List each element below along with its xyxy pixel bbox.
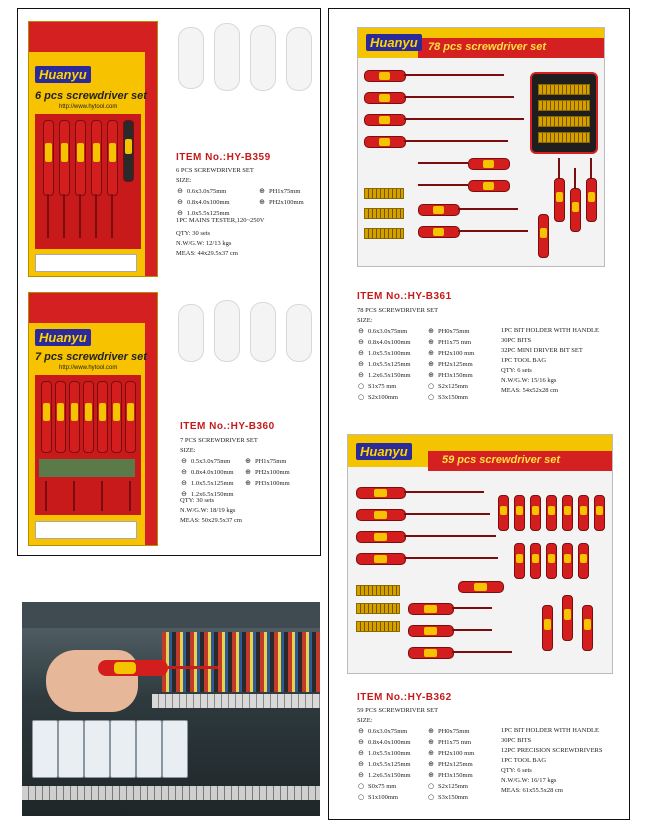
extra-item: 1PC MAINS TESTER,120~250V xyxy=(176,217,265,224)
spec-row xyxy=(357,359,411,370)
package-title: 6 pcs screwdriver set xyxy=(35,90,147,102)
slotted-tip-icon: ⊖ xyxy=(358,360,364,368)
size-label: SIZE: xyxy=(357,717,373,724)
torx-tip-icon: ○ xyxy=(427,382,435,390)
circuit-breaker xyxy=(162,720,188,778)
spec-value: PH2x100 mm xyxy=(438,350,475,357)
spec-row xyxy=(427,392,474,403)
screwdriver xyxy=(408,647,454,659)
item-number: ITEM No.:HY-B362 xyxy=(357,692,452,703)
spec-value: 1.0x5.5x100mm xyxy=(368,350,411,357)
spec-value: PH3x150mm xyxy=(438,772,473,779)
precision-screwdriver xyxy=(498,495,509,531)
precision-screwdriver xyxy=(530,543,541,579)
terminal-rail xyxy=(152,694,320,708)
mini-bit-case xyxy=(530,72,598,154)
slotted-tip-icon: ⊖ xyxy=(358,327,364,335)
screwdriver xyxy=(59,120,70,196)
slotted-list xyxy=(357,726,411,803)
screwdriver xyxy=(418,226,460,238)
ghost-handle xyxy=(250,25,276,91)
spec-row xyxy=(357,381,411,392)
tool-tray xyxy=(35,114,141,249)
screwdriver xyxy=(408,625,454,637)
spec-row xyxy=(357,326,411,337)
shaft xyxy=(404,557,498,559)
spec-row xyxy=(357,781,411,792)
ghost-handle xyxy=(178,304,204,362)
screwdriver xyxy=(125,381,136,453)
size-label: SIZE: xyxy=(357,317,373,324)
spec-row xyxy=(244,478,290,489)
precision-screwdriver xyxy=(594,495,605,531)
spec-value: 1.0x5.5x125mm xyxy=(187,210,230,217)
phillips-tip-icon: ⊕ xyxy=(245,468,251,476)
screwdriver-shaft xyxy=(168,666,218,669)
measurements: MEAS: 44x29.5x37 cm xyxy=(176,250,238,257)
phillips-tip-icon: ⊕ xyxy=(245,479,251,487)
spec-value: S1x100mm xyxy=(368,794,398,801)
screwdriver xyxy=(364,114,406,126)
bit-strip xyxy=(538,132,590,143)
ghost-handle xyxy=(214,300,240,362)
package-footer xyxy=(35,521,137,539)
spec-value: 1.2x6.5x150mm xyxy=(368,772,411,779)
screwdriver xyxy=(91,120,102,196)
spec-value: PH1x75 mm xyxy=(438,339,472,346)
torx-tip-icon: ○ xyxy=(427,393,435,401)
size-label: SIZE: xyxy=(180,447,196,454)
phillips-tip-icon: ⊕ xyxy=(428,727,434,735)
phillips-list xyxy=(244,456,290,489)
spec-value: PH1x75mm xyxy=(255,458,287,465)
screwdriver xyxy=(468,180,510,192)
shaft xyxy=(47,194,49,238)
slotted-tip-icon: ⊖ xyxy=(358,760,364,768)
spec-row xyxy=(357,370,411,381)
screwdriver xyxy=(562,595,573,641)
screwdriver xyxy=(356,487,406,499)
screwdriver xyxy=(43,120,54,196)
slotted-list xyxy=(176,186,230,219)
package-title: 78 pcs screwdriver set xyxy=(428,41,547,53)
spec-row xyxy=(357,726,411,737)
cable-bundle xyxy=(162,632,320,692)
screwdriver xyxy=(83,381,94,453)
precision-screwdriver xyxy=(514,495,525,531)
bit-strip xyxy=(356,603,400,614)
spec-row xyxy=(357,759,411,770)
spec-row: 32PC MINI DRIVER BIT SET xyxy=(501,347,583,354)
spec-row xyxy=(176,197,230,208)
spec-value: PH1x75 mm xyxy=(438,739,472,746)
shaft xyxy=(404,535,496,537)
circuit-breaker xyxy=(136,720,162,778)
spec-row xyxy=(427,759,474,770)
spec-value: PH2x100mm xyxy=(255,469,290,476)
screwdriver xyxy=(356,531,406,543)
tool-tray xyxy=(35,375,141,515)
shaft xyxy=(458,208,518,210)
torx-tip-icon: ○ xyxy=(427,793,435,801)
shaft xyxy=(63,194,65,238)
spec-value: 0.6x3.0x75mm xyxy=(368,728,408,735)
phillips-tip-icon: ⊕ xyxy=(428,371,434,379)
spec-row xyxy=(427,770,474,781)
product-b362 xyxy=(329,430,627,818)
slotted-tip-icon: ⊖ xyxy=(358,338,364,346)
spec-value: 1.0x5.5x125mm xyxy=(191,480,234,487)
spec-value: PH0x75mm xyxy=(438,728,470,735)
spec-value: S3x150mm xyxy=(438,394,468,401)
screwdriver xyxy=(356,553,406,565)
spec-row xyxy=(357,748,411,759)
spec-value: 1.0x5.5x125mm xyxy=(368,361,411,368)
spec-value: 0.8x4.0x100mm xyxy=(368,739,411,746)
spec-row: 1PC BIT HOLDER WITH HANDLE xyxy=(501,327,599,334)
spec-value: 0.6x3.0x75mm xyxy=(187,188,227,195)
spec-row: QTY: 6 sets xyxy=(501,367,532,374)
brand-logo: Huanyu xyxy=(356,443,412,460)
item-number: ITEM No.:HY-B360 xyxy=(180,421,275,432)
spec-value: 1.0x5.5x100mm xyxy=(368,750,411,757)
phillips-tip-icon: ⊕ xyxy=(428,749,434,757)
spec-row: N.W/G.W: 16/17 kgs xyxy=(501,777,557,784)
spec-row xyxy=(180,456,234,467)
spec-row: MEAS: 61x55.5x28 cm xyxy=(501,787,563,794)
set-name: 7 PCS SCREWDRIVER SET xyxy=(180,437,258,444)
spec-row xyxy=(258,186,304,197)
spec-row xyxy=(357,737,411,748)
bit-strip xyxy=(356,585,400,596)
shaft xyxy=(95,194,97,238)
brand-logo: Huanyu xyxy=(366,34,422,51)
spec-value: 1.2x6.5x150mm xyxy=(191,491,234,498)
spec-row xyxy=(427,381,474,392)
shaft xyxy=(404,74,504,76)
precision-screwdriver xyxy=(546,543,557,579)
precision-screwdriver xyxy=(562,543,573,579)
phillips-tip-icon: ⊕ xyxy=(428,760,434,768)
screwdriver xyxy=(554,178,565,222)
spec-row: 30PC BITS xyxy=(501,737,532,744)
ghost-handle xyxy=(286,304,312,362)
screwdriver xyxy=(538,214,549,258)
spec-row: N.W/G.W: 15/16 kgs xyxy=(501,377,557,384)
slotted-tip-icon: ⊖ xyxy=(177,187,183,195)
slotted-tip-icon: ⊖ xyxy=(181,468,187,476)
spec-value: S1x75 mm xyxy=(368,383,397,390)
phillips-list xyxy=(427,726,474,803)
torx-tip-icon: ○ xyxy=(427,782,435,790)
shaft xyxy=(558,158,560,178)
package-header xyxy=(29,22,157,52)
bit-strip xyxy=(364,228,404,239)
screwdriver xyxy=(97,381,108,453)
spec-value: 0.8x4.0x100mm xyxy=(191,469,234,476)
precision-screwdriver xyxy=(562,495,573,531)
package-box xyxy=(28,21,158,277)
spec-row: MEAS: 54x52x28 cm xyxy=(501,387,559,394)
circuit-breaker xyxy=(32,720,58,778)
shaft xyxy=(418,184,468,186)
screwdriver xyxy=(364,136,406,148)
spec-row xyxy=(427,726,474,737)
precision-screwdriver xyxy=(578,495,589,531)
package-header xyxy=(29,293,157,323)
slotted-list xyxy=(357,326,411,403)
phillips-tip-icon: ⊕ xyxy=(428,771,434,779)
bit-strip xyxy=(538,100,590,111)
package-side-stripe xyxy=(145,52,157,276)
spec-row xyxy=(427,359,474,370)
slotted-tip-icon: ⊖ xyxy=(358,371,364,379)
set-name: 6 PCS SCREWDRIVER SET xyxy=(176,167,254,174)
spec-row xyxy=(427,792,474,803)
screwdriver xyxy=(418,204,460,216)
screwdriver xyxy=(55,381,66,453)
spec-row xyxy=(244,467,290,478)
torx-tip-icon: ○ xyxy=(357,393,365,401)
slotted-tip-icon: ⊖ xyxy=(358,771,364,779)
spec-row xyxy=(180,478,234,489)
precision-screwdriver xyxy=(578,543,589,579)
screwdriver-grip xyxy=(114,662,136,674)
spec-value: PH3x150mm xyxy=(438,372,473,379)
screwdriver xyxy=(570,188,581,232)
spec-value: S2x100mm xyxy=(368,394,398,401)
shaft xyxy=(404,513,490,515)
screwdriver xyxy=(458,581,504,593)
bit-strip xyxy=(538,116,590,127)
spec-value: S3x150mm xyxy=(438,794,468,801)
torx-tip-icon: ○ xyxy=(357,382,365,390)
panel-cabinet xyxy=(22,602,320,628)
weight: N.W/G.W: 12/13 kgs xyxy=(176,240,232,247)
package-box xyxy=(28,292,158,546)
slotted-tip-icon: ⊖ xyxy=(358,738,364,746)
spec-value: 0.5x3.0x75mm xyxy=(191,458,231,465)
precision-screwdriver xyxy=(514,543,525,579)
slotted-tip-icon: ⊖ xyxy=(177,198,183,206)
spec-value: PH2x125mm xyxy=(438,361,473,368)
spec-row xyxy=(357,348,411,359)
ghost-handle xyxy=(214,23,240,91)
phillips-tip-icon: ⊕ xyxy=(259,187,265,195)
qty: QTY: 30 sets xyxy=(180,497,215,504)
spec-value: S0x75 mm xyxy=(368,783,397,790)
brand-logo: Huanyu xyxy=(35,329,91,346)
shaft xyxy=(404,96,514,98)
spec-value: PH1x75mm xyxy=(269,188,301,195)
qty: QTY: 30 sets xyxy=(176,230,211,237)
spec-value: PH3x100mm xyxy=(255,480,290,487)
precision-screwdriver xyxy=(530,495,541,531)
slotted-tip-icon: ⊖ xyxy=(181,490,187,498)
slotted-tip-icon: ⊖ xyxy=(177,209,183,217)
size-label: SIZE: xyxy=(176,177,192,184)
package-title: 59 pcs screwdriver set xyxy=(442,454,561,466)
set-name: 59 PCS SCREWDRIVER SET xyxy=(357,707,439,714)
item-number: ITEM No.:HY-B359 xyxy=(176,152,271,163)
screwdriver xyxy=(356,509,406,521)
screwdriver xyxy=(41,381,52,453)
shaft xyxy=(452,607,492,609)
shaft xyxy=(73,481,75,511)
spec-row xyxy=(180,467,234,478)
slotted-tip-icon: ⊖ xyxy=(358,727,364,735)
shaft xyxy=(111,194,113,238)
circuit-breaker xyxy=(58,720,84,778)
spec-row xyxy=(357,392,411,403)
spec-value: 0.6x3.0x75mm xyxy=(368,328,408,335)
shaft xyxy=(404,140,508,142)
shaft xyxy=(404,118,524,120)
spec-row xyxy=(427,370,474,381)
shaft xyxy=(452,629,492,631)
screwdriver xyxy=(69,381,80,453)
shaft xyxy=(79,194,81,238)
slotted-tip-icon: ⊖ xyxy=(358,749,364,757)
screwdriver xyxy=(111,381,122,453)
circuit-breaker xyxy=(110,720,136,778)
phillips-tip-icon: ⊕ xyxy=(259,198,265,206)
torx-tip-icon: ○ xyxy=(357,793,365,801)
spec-value: 1.2x6.5x150mm xyxy=(368,372,411,379)
screwdriver xyxy=(75,120,86,196)
shaft xyxy=(452,651,512,653)
spec-row xyxy=(244,456,290,467)
spec-value: 0.8x4.0x100mm xyxy=(368,339,411,346)
screwdriver xyxy=(364,92,406,104)
screwdriver xyxy=(364,70,406,82)
spec-value: 1.0x5.5x125mm xyxy=(368,761,411,768)
spec-row xyxy=(258,197,304,208)
screwdriver xyxy=(408,603,454,615)
shaft xyxy=(590,158,592,178)
circuit-breaker xyxy=(84,720,110,778)
bit-strip xyxy=(364,188,404,199)
mains-tester xyxy=(123,120,134,182)
slotted-tip-icon: ⊖ xyxy=(181,479,187,487)
precision-screwdriver xyxy=(546,495,557,531)
spec-row xyxy=(176,186,230,197)
screwdriver xyxy=(468,158,510,170)
spec-value: PH0x75mm xyxy=(438,328,470,335)
spec-value: S2x125mm xyxy=(438,783,468,790)
spec-value: S2x125mm xyxy=(438,383,468,390)
phillips-tip-icon: ⊕ xyxy=(428,738,434,746)
spec-row xyxy=(357,337,411,348)
slotted-tip-icon: ⊖ xyxy=(181,457,187,465)
shaft xyxy=(574,168,576,188)
bit-strip xyxy=(356,621,400,632)
blister-card xyxy=(357,27,605,267)
blister-card xyxy=(347,434,613,674)
ghost-handle xyxy=(178,27,204,89)
torx-tip-icon: ○ xyxy=(357,782,365,790)
photo-strip xyxy=(39,459,135,477)
phillips-list xyxy=(427,326,474,403)
package-title: 7 pcs screwdriver set xyxy=(35,351,147,363)
shaft xyxy=(45,481,47,511)
slotted-list xyxy=(180,456,234,500)
spec-row xyxy=(427,737,474,748)
product-b361 xyxy=(329,9,627,409)
shaft xyxy=(458,230,528,232)
spec-row xyxy=(427,337,474,348)
spec-value: PH2x100 mm xyxy=(438,750,475,757)
terminal-rail xyxy=(22,786,320,800)
spec-value: 0.8x4.0x100mm xyxy=(187,199,230,206)
spec-row xyxy=(427,781,474,792)
phillips-tip-icon: ⊕ xyxy=(245,457,251,465)
spec-row xyxy=(427,326,474,337)
package-footer xyxy=(35,254,137,272)
spec-row xyxy=(357,792,411,803)
phillips-tip-icon: ⊕ xyxy=(428,360,434,368)
spec-row: 1PC TOOL BAG xyxy=(501,757,547,764)
ghost-handle xyxy=(250,302,276,362)
spec-row xyxy=(357,770,411,781)
ghost-handle xyxy=(286,27,312,91)
phillips-list xyxy=(258,186,304,208)
weight: N.W/G.W: 18/19 kgs xyxy=(180,507,236,514)
slotted-tip-icon: ⊖ xyxy=(358,349,364,357)
spec-row: 30PC BITS xyxy=(501,337,532,344)
spec-row xyxy=(427,348,474,359)
package-url: http://www.hytool.com xyxy=(59,365,118,371)
shaft xyxy=(129,481,131,511)
usage-photo xyxy=(22,602,320,816)
measurements: MEAS: 50x29.5x37 cm xyxy=(180,517,242,524)
spec-row: 1PC TOOL BAG xyxy=(501,357,547,364)
spec-row: 12PC PRECISION SCREWDRIVERS xyxy=(501,747,603,754)
screwdriver xyxy=(542,605,553,651)
brand-logo: Huanyu xyxy=(35,66,91,83)
spec-row: 1PC BIT HOLDER WITH HANDLE xyxy=(501,727,599,734)
spec-value: PH2x100mm xyxy=(269,199,304,206)
package-url: http://www.hytool.com xyxy=(59,104,118,110)
screwdriver xyxy=(107,120,118,196)
product-b360 xyxy=(18,282,318,554)
shaft xyxy=(101,481,103,511)
spec-row xyxy=(427,748,474,759)
extras-list xyxy=(501,726,603,796)
set-name: 78 PCS SCREWDRIVER SET xyxy=(357,307,439,314)
product-b359 xyxy=(18,9,318,279)
bit-strip xyxy=(538,84,590,95)
bit-strip xyxy=(364,208,404,219)
screwdriver xyxy=(586,178,597,222)
item-number: ITEM No.:HY-B361 xyxy=(357,291,452,302)
phillips-tip-icon: ⊕ xyxy=(428,338,434,346)
extras-list xyxy=(501,326,599,396)
spec-value: PH2x125mm xyxy=(438,761,473,768)
screwdriver xyxy=(582,605,593,651)
phillips-tip-icon: ⊕ xyxy=(428,349,434,357)
phillips-tip-icon: ⊕ xyxy=(428,327,434,335)
shaft xyxy=(418,162,468,164)
shaft xyxy=(404,491,484,493)
spec-row: QTY: 6 sets xyxy=(501,767,532,774)
